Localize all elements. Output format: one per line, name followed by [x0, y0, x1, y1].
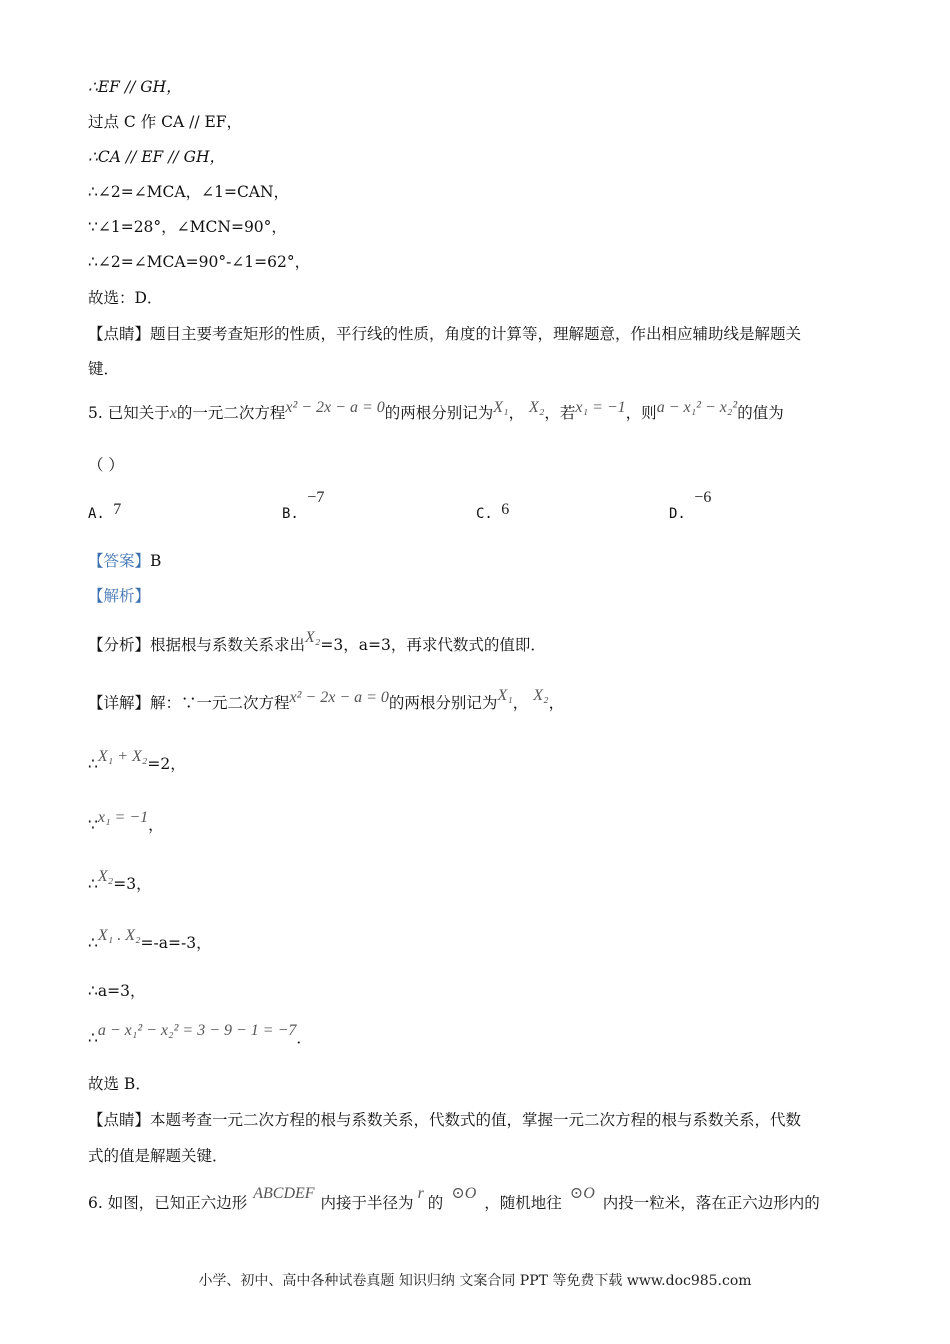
text-line: ∴EF // GH， [88, 78, 182, 96]
option-c: C. 6 [476, 501, 510, 522]
question-5: 5. 已知关于x的一元二次方程x² − 2x − a = 0的两根分别记为X₁， X₂，若x₁ = −1，则a − x₁² − x₂²的值为 [88, 399, 784, 422]
dianjing-2: 【点睛】本题考查一元二次方程的根与系数关系，代数式的值，掌握一元二次方程的根与系数关系，代数 [88, 1111, 802, 1129]
text-line: ∴∠2=∠MCA=90°-∠1=62°， [88, 253, 311, 271]
step-6: ∴a − x₁² − x₂² = 3 − 9 − 1 = −7． [88, 1022, 312, 1047]
xiangjie: 【详解】解：∵一元二次方程x² − 2x − a = 0的两根分别记为X₁， X₂， [88, 687, 565, 712]
dianjing-1: 【点睛】题目主要考查矩形的性质，平行线的性质，角度的计算等，理解题意，作出相应辅助线是解题关 [88, 325, 802, 343]
text-line: ∴CA // EF // GH， [88, 148, 225, 166]
page-footer: 小学、初中、高中各种试卷真题 知识归纳 文案合同 PPT 等免费下载 www.doc985.com [198, 1273, 752, 1289]
option-b: B. −7 [282, 489, 325, 522]
question-5-paren: （ ） [88, 456, 124, 474]
step-2: ∵x₁ = −1， [88, 809, 164, 834]
analysis-tag: 【解析】 [88, 587, 151, 605]
text-line: 故选：D． [88, 289, 163, 307]
dianjing-2-cont: 式的值是解题关键． [88, 1147, 228, 1165]
step-4: ∴X₁ . X₂=-a=-3， [88, 927, 212, 952]
step-3: ∴X₂=3， [88, 868, 152, 893]
text-line: ∵∠1=28°，∠MCN=90°， [88, 218, 287, 236]
question-6: 6. 如图，已知正六边形ABCDEF内接于半径为r的⊙O，随机地往⊙O内投一粒米，落在正六边形内的 [88, 1185, 820, 1212]
fenxi: 【分析】根据根与系数关系求出X₂=3，a=3，再求代数式的值即． [88, 629, 546, 654]
answer: 【答案】B [88, 552, 162, 570]
option-d: D. −6 [669, 489, 712, 522]
option-a: A. 7 [88, 501, 122, 522]
text-line: ∴∠2=∠MCA，∠1=CAN， [88, 183, 290, 201]
text-line: 过点 C 作 CA // EF， [88, 113, 243, 131]
step-7: 故选 B． [88, 1075, 151, 1093]
step-5: ∴a=3， [88, 982, 146, 1000]
step-1: ∴X₁ + X₂=2， [88, 748, 186, 773]
dianjing-1-cont: 键． [88, 360, 120, 378]
